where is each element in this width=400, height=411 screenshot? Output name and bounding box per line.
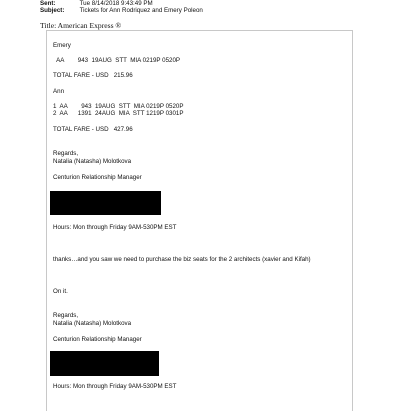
emery-total-fare: TOTAL FARE - USD 215.96 xyxy=(53,72,133,79)
sent-value: Tue 8/14/2018 9:43:49 PM xyxy=(79,0,153,7)
signer-role-1: Centurion Relationship Manager xyxy=(53,174,142,181)
ann-name: Ann xyxy=(53,88,65,95)
ann-flight-line-2: 2 AA 1391 24AUG MIA STT 1219P 0301P xyxy=(53,110,184,117)
regards-2: Regards, xyxy=(53,312,79,319)
signer-role-2: Centurion Relationship Manager xyxy=(53,336,142,343)
sent-row xyxy=(40,0,153,7)
subject-label: Subject: xyxy=(40,7,65,14)
office-hours-2: Hours: Mon through Friday 9AM-530PM EST xyxy=(53,383,177,390)
redaction-block-2 xyxy=(50,351,159,376)
sent-label: Sent: xyxy=(40,0,56,7)
ann-total-fare: TOTAL FARE - USD 427.96 xyxy=(53,126,133,133)
office-hours-1: Hours: Mon through Friday 9AM-530PM EST xyxy=(53,224,177,231)
document-title: Title: American Express ® xyxy=(40,21,122,30)
signer-name-2: Natalia (Natasha) Molotkova xyxy=(53,320,132,327)
message-text: thanks…and you saw we need to purchase the biz seats for the 2 architects (xavier and Kifah) xyxy=(53,256,311,263)
subject-value: Tickets for Ann Rodriquez and Emery Poleon xyxy=(79,7,203,14)
redaction-block-1 xyxy=(50,191,161,215)
emery-name: Emery xyxy=(53,42,71,49)
emery-flight-line: AA 943 19AUG STT MIA 0219P 0520P xyxy=(53,57,181,64)
reply-text: On it. xyxy=(53,288,68,295)
signer-name-1: Natalia (Natasha) Molotkova xyxy=(53,158,132,165)
subject-row xyxy=(40,7,203,14)
ann-flight-line-1: 1 AA 943 19AUG STT MIA 0219P 0520P xyxy=(53,103,184,110)
regards-1: Regards, xyxy=(53,150,79,157)
